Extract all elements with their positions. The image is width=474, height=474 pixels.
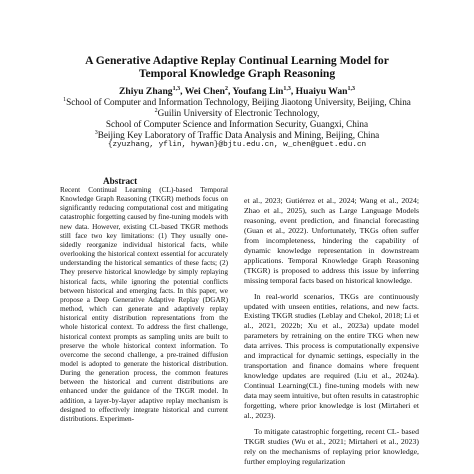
author-affiliation-marker: 2	[224, 85, 228, 92]
affiliation-text: School of Computer and Information Technology, Beijing Jiaotong University, Beijing, China	[66, 97, 411, 107]
paper-title-line-1: A Generative Adaptive Replay Continual Learning Model for	[85, 54, 389, 67]
introduction-column	[244, 196, 419, 467]
author-affiliation-marker: 1,3	[347, 85, 355, 92]
abstract-body	[60, 186, 228, 424]
affiliation	[0, 108, 474, 119]
affiliation-marker: 2	[154, 107, 158, 114]
author-list: Zhiyu Zhang$^{1,3}$, Wei Chen$^2$, Youfang Lin$^{1,3}$, Huaiyu Wan$^{1,3}$	[119, 85, 355, 97]
affiliation	[0, 119, 474, 130]
affiliation-text: Beijing Key Laboratory of Traffic Data Analysis and Mining, Beijing, China	[97, 130, 380, 140]
author-affiliation-marker: 1,3	[172, 85, 181, 92]
affiliation-text: Guilin University of Electronic Technology,	[157, 108, 320, 118]
paper-title-line-2: Temporal Knowledge Graph Reasoning	[138, 67, 336, 80]
body-paragraph: To mitigate catastrophic forgetting, recent CL- based TKGR studies (Wu et al., 2021; Mirtaheri et al., 2023) rely on the mechanisms of replaying prior knowledge, further employing regularization	[244, 426, 419, 466]
affiliation-marker: 1	[63, 96, 67, 103]
author-name: Zhiyu Zhang	[119, 86, 173, 97]
author-name: Wei Chen	[184, 86, 225, 97]
affiliation-marker: 3	[94, 129, 98, 136]
author-name: Huaiyu Wan	[295, 86, 348, 97]
body-paragraph: In real-world scenarios, TKGs are continuously updated with unseen entities, relations, and new facts. Existing TKGR studies (Leblay and Chekol, 2018; Li et al., 2021, 2022b; Xu et al., 2023a) update model parameters by retraining on the entire TKG when new data arrives. This process is computationally expensive and impractical for dynamic settings, especially in the transportation and finance domains where frequent knowledge updates are required (Liu et al., 2024a). Continual Learning(CL) fine-tuning models with new data may seem intuitive, but often results in catastrophic forgetting, where prior knowledge is lost (Mirtaheri et al., 2023).	[244, 291, 419, 421]
author-emails: {zyuzhang, yflin, hywan}@bjtu.edu.cn, w_chen@guet.edu.cn	[107, 141, 367, 149]
author-affiliation-marker: 1,3	[283, 85, 291, 92]
author-name: Youfang Lin	[232, 86, 284, 97]
abstract-paragraph: Recent Continual Learning (CL)-based Temporal Knowledge Graph Reasoning (TKGR) methods focus on significantly reducing computational cost and mitigating catastrophic forgetting caused by fine-tuning models with new data. However, existing CL-based TKGR methods still face two key limitations: (1) They usually one-sidedly reorganize individual historical facts, while overlooking the historical context essential for accurately understanding the historical semantics of these facts; (2) They preserve historical knowledge by simply replaying historical facts, while ignoring the potential conflicts between historical and emerging facts. In this paper, we propose a Deep Generative Adaptive Replay (DGAR) method, which can generate and adaptively replay historical entity distribution representations from the whole historical context. To address the first challenge, historical context prompts as sampling units are built to preserve the whole historical context information. To overcome the second challenge, a pre-trained diffusion model is adopted to generate the historical distribution. During the generation process, the common features between the historical and current distributions are enhanced under the guidance of the TKGR model. In addition, a layer-by-layer adaptive replay mechanism is designed to effectively integrate historical and current distributions. Experimen-	[60, 186, 228, 423]
affiliation-text: School of Computer Science and Information Security, Guangxi, China	[105, 119, 369, 129]
affiliation	[0, 130, 474, 141]
body-paragraph: et al., 2023; Gutiérrez et al., 2024; Wang et al., 2024; Zhao et al., 2025), such as Large Language Models reasoning, event prediction, and financial forecasting (Guan et al., 2022). Unfortunately, TKGs often suffer from incompleteness, hindering the capability of dynamic knowledge representation in downstream applications. Temporal Knowledge Graph Reasoning (TKGR) is proposed to address this issue by inferring missing temporal facts based on historical knowledge.	[244, 196, 419, 285]
affiliation	[0, 97, 474, 108]
abstract-heading: Abstract	[103, 176, 138, 186]
